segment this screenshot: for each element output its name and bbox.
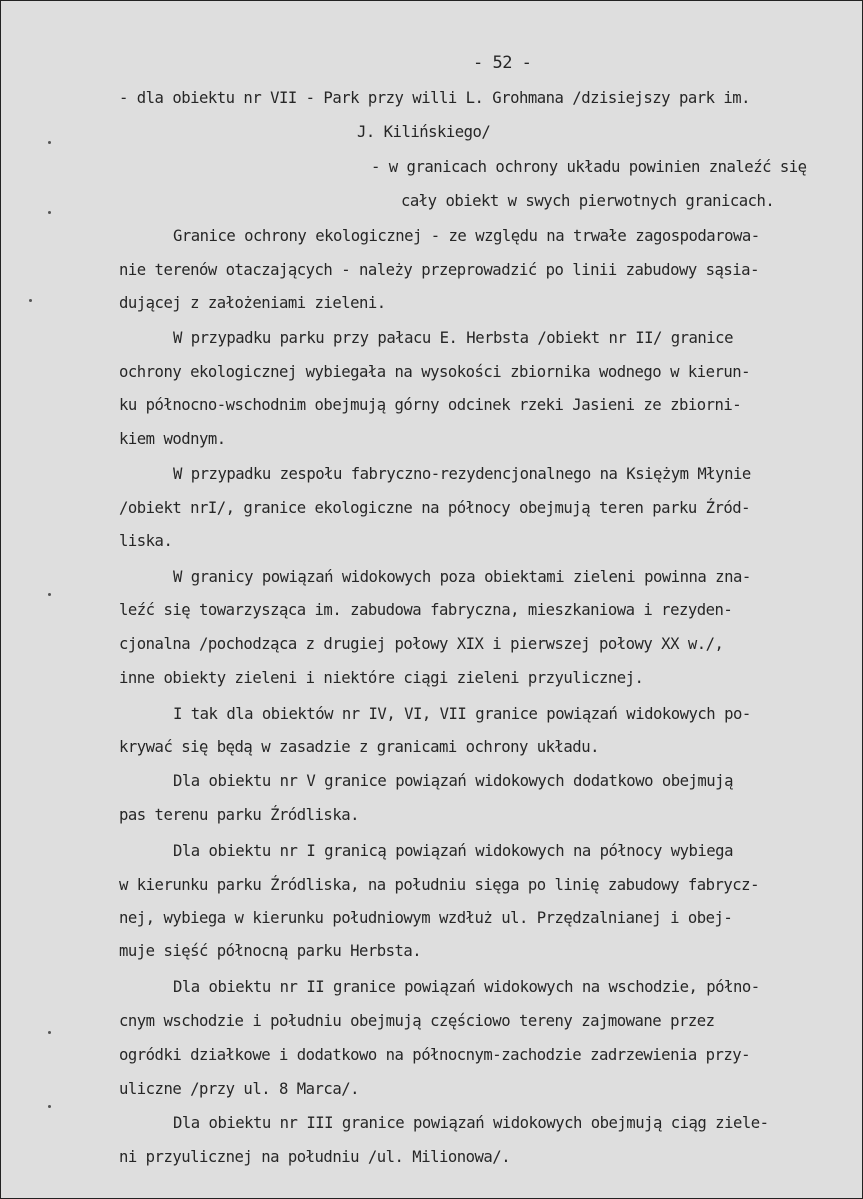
text-line: Granice ochrony ekologicznej - ze względu na trwałe zagospodarowa- bbox=[173, 227, 760, 245]
text-line: Dla obiektu nr I granicą powiązań widokowych na północy wybiega bbox=[173, 842, 733, 860]
text-line: J. Kilińskiego/ bbox=[357, 123, 491, 141]
text-line: W granicy powiązań widokowych poza obiektami zieleni powinna zna- bbox=[173, 568, 751, 586]
speck-mark bbox=[48, 1031, 51, 1034]
text-line: nej, wybiega w kierunku południowym wzdłuż ul. Przędzalnianej i obej- bbox=[119, 909, 733, 927]
speck-mark bbox=[48, 593, 51, 596]
speck-mark bbox=[48, 141, 51, 144]
text-line: W przypadku zespołu fabryczno-rezydencjonalnego na Księżym Młynie bbox=[173, 465, 751, 483]
text-line: inne obiekty zieleni i niektóre ciągi zieleni przyulicznej. bbox=[119, 669, 644, 687]
text-line: krywać się będą w zasadzie z granicami ochrony układu. bbox=[119, 738, 599, 756]
text-line: - dla obiektu nr VII - Park przy willi L. Grohmana /dzisiejszy park im. bbox=[119, 89, 751, 107]
text-line: cjonalna /pochodząca z drugiej połowy XIX i pierwszej połowy XX w./, bbox=[119, 635, 724, 653]
text-line: Dla obiektu nr II granice powiązań widokowych na wschodzie, półno- bbox=[173, 978, 760, 996]
text-line: ku północno-wschodnim obejmują górny odcinek rzeki Jasieni ze zbiorni- bbox=[119, 396, 742, 414]
text-line: /obiekt nrI/, granice ekologiczne na północy obejmują teren parku Źród- bbox=[119, 499, 751, 517]
speck-mark bbox=[48, 211, 51, 214]
text-line: ogródki działkowe i dodatkowo na północnym-zachodzie zadrzewienia przy- bbox=[119, 1046, 751, 1064]
speck-mark bbox=[29, 299, 32, 302]
speck-mark bbox=[48, 1105, 51, 1108]
text-line: W przypadku parku przy pałacu E. Herbsta /obiekt nr II/ granice bbox=[173, 329, 733, 347]
text-line: Dla obiektu nr III granice powiązań widokowych obejmują ciąg ziele- bbox=[173, 1114, 769, 1132]
text-line: I tak dla obiektów nr IV, VI, VII granice powiązań widokowych po- bbox=[173, 705, 751, 723]
text-line: cały obiekt w swych pierwotnych granicach. bbox=[401, 192, 775, 210]
text-line: liska. bbox=[119, 532, 173, 550]
text-line: muje sięść północną parku Herbsta. bbox=[119, 942, 422, 960]
text-line: Dla obiektu nr V granice powiązań widokowych dodatkowo obejmują bbox=[173, 772, 733, 790]
text-line: pas terenu parku Źródliska. bbox=[119, 806, 359, 824]
text-line: kiem wodnym. bbox=[119, 430, 226, 448]
text-line: leźć się towarzysząca im. zabudowa fabryczna, mieszkaniowa i rezyden- bbox=[119, 601, 733, 619]
text-line: uliczne /przy ul. 8 Marca/. bbox=[119, 1080, 359, 1098]
text-line: ochrony ekologicznej wybiegała na wysokości zbiornika wodnego w kierun- bbox=[119, 363, 751, 381]
text-line: dującej z założeniami zieleni. bbox=[119, 294, 386, 312]
text-line: w kierunku parku Źródliska, na południu sięga po linię zabudowy fabrycz- bbox=[119, 876, 759, 894]
text-line: cnym wschodzie i południu obejmują częściowo tereny zajmowane przez bbox=[119, 1012, 715, 1030]
page-number: - 52 - bbox=[473, 53, 532, 73]
text-line: ni przyulicznej na południu /ul. Milionowa/. bbox=[119, 1148, 511, 1166]
text-line: - w granicach ochrony układu powinien znaleźć się bbox=[371, 158, 807, 176]
text-line: nie terenów otaczających - należy przeprowadzić po linii zabudowy sąsia- bbox=[119, 261, 759, 279]
